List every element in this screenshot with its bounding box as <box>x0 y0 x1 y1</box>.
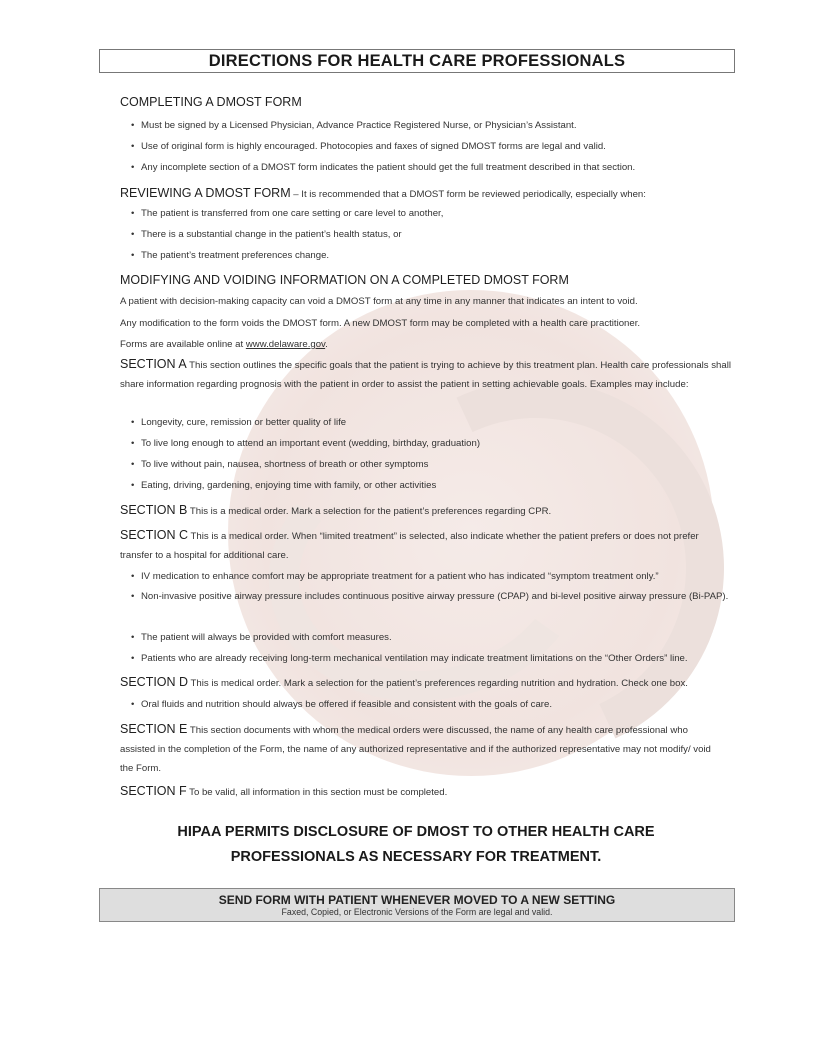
reviewing-intro: – It is recommended that a DMOST form be reviewed periodically, especially when: <box>290 189 646 200</box>
section-f-text: To be valid, all information in this section must be completed. <box>186 787 448 798</box>
list-item: • Any incomplete section of a DMOST form indicates the patient should get the full treatment described in that section. <box>131 157 731 178</box>
section-b-label: SECTION B <box>120 503 188 517</box>
page-title: DIRECTIONS FOR HEALTH CARE PROFESSIONALS <box>99 49 735 73</box>
list-item: • Must be signed by a Licensed Physician, Advance Practice Registered Nurse, or Physician’s Assistant. <box>131 115 731 136</box>
section-f-label: SECTION F <box>120 784 187 798</box>
send-form-main-text: SEND FORM WITH PATIENT WHENEVER MOVED TO A NEW SETTING <box>218 893 616 907</box>
modifying-heading: MODIFYING AND VOIDING INFORMATION ON A COMPLETED DMOST FORM <box>120 273 569 287</box>
hipaa-notice <box>99 820 733 870</box>
modifying-line-1: A patient with decision-making capacity can void a DMOST form at any time in any manner that indicates an intent to void. <box>120 296 638 307</box>
forms-online-prefix: Forms are available online at <box>120 339 246 350</box>
list-item: • Patients who are already receiving long-term mechanical ventilation may indicate treatment limitations on the “Other Orders” line. <box>131 648 731 669</box>
list-item: • Eating, driving, gardening, enjoying time with family, or other activities <box>131 475 731 496</box>
completing-heading: COMPLETING A DMOST FORM <box>120 95 302 109</box>
section-b-text: This is a medical order. Mark a selection for the patient’s preferences regarding CPR. <box>187 506 552 517</box>
section-d-label: SECTION D <box>120 675 189 689</box>
hipaa-line-1: HIPAA PERMITS DISCLOSURE OF DMOST TO OTHER HEALTH CARE <box>177 824 655 840</box>
section-c-bullet-2: • Non-invasive positive airway pressure includes continuous positive airway pressure (CPAP) and bi-level positive airway pressure (Bi-PAP). <box>131 591 729 602</box>
list-item: • The patient’s treatment preferences change. <box>131 245 731 266</box>
list-item: • The patient is transferred from one care setting or care level to another, <box>131 203 731 224</box>
section-b-paragraph <box>120 501 730 521</box>
section-c-bullets <box>131 566 731 587</box>
section-e-paragraph <box>120 720 725 778</box>
list-item: • The patient will always be provided with comfort measures. <box>131 627 731 648</box>
delaware-gov-link[interactable]: www.delaware.gov <box>245 339 326 350</box>
section-c-paragraph <box>120 526 732 565</box>
section-d-bullets <box>131 694 731 715</box>
section-e-text: This section documents with whom the medical orders were discussed, the name of any health care professional who assisted in the completion of the Form, the name of any authorized representative and if the authorized representative may not modify/ void the Form. <box>120 725 711 774</box>
section-d-text: This is medical order. Mark a selection for the patient’s preferences regarding nutrition and hydration. Check one box. <box>188 678 688 689</box>
section-a-text: This section outlines the specific goals that the patient is trying to achieve by this treatment plan. Health care professionals shall share information regarding prognosis with the patient in order to assist the patient in setting achievable goals. Examples may include: <box>120 360 731 390</box>
section-a-paragraph <box>120 355 732 394</box>
modifying-line-2: Any modification to the form voids the DMOST form. A new DMOST form may be completed with a health care practitioner. <box>120 318 641 329</box>
list-item: • To live long enough to attend an important event (wedding, birthday, graduation) <box>131 433 731 454</box>
send-form-sub-text: Faxed, Copied, or Electronic Versions of the Form are legal and valid. <box>281 907 553 917</box>
section-c-text: This is a medical order. When “limited treatment” is selected, also indicate whether the patient prefers or does not prefer transfer to a hospital for additional care. <box>120 531 699 561</box>
reviewing-bullets <box>131 203 731 266</box>
section-a-bullets <box>131 412 731 496</box>
section-c-bullet-2-text: Non-invasive positive airway pressure includes continuous positive airway pressure (CPAP) and bi-level positive airway pressure (Bi-PAP). <box>141 591 729 602</box>
section-d-paragraph <box>120 673 730 693</box>
section-c-bullets-2 <box>131 627 731 669</box>
reviewing-paragraph <box>120 184 730 202</box>
forms-online-suffix: . <box>325 339 328 350</box>
send-form-banner <box>99 888 735 922</box>
list-item: • There is a substantial change in the patient’s health status, or <box>131 224 731 245</box>
hipaa-line-2: PROFESSIONALS AS NECESSARY FOR TREATMENT. <box>230 849 602 865</box>
list-item: • Longevity, cure, remission or better quality of life <box>131 412 731 433</box>
list-item: • Use of original form is highly encouraged. Photocopies and faxes of signed DMOST forms are legal and valid. <box>131 136 731 157</box>
forms-online-line <box>120 335 730 354</box>
list-item: • Oral fluids and nutrition should always be offered if feasible and consistent with the goals of care. <box>131 694 731 715</box>
section-c-label: SECTION C <box>120 528 189 542</box>
section-e-label: SECTION E <box>120 722 188 736</box>
list-item: • To live without pain, nausea, shortness of breath or other symptoms <box>131 454 731 475</box>
completing-bullets <box>131 115 731 178</box>
list-item: • IV medication to enhance comfort may be appropriate treatment for a patient who has indicated “symptom treatment only.” <box>131 566 731 587</box>
reviewing-heading: REVIEWING A DMOST FORM <box>120 186 291 200</box>
section-f-paragraph <box>120 782 730 802</box>
section-a-label: SECTION A <box>120 357 187 371</box>
